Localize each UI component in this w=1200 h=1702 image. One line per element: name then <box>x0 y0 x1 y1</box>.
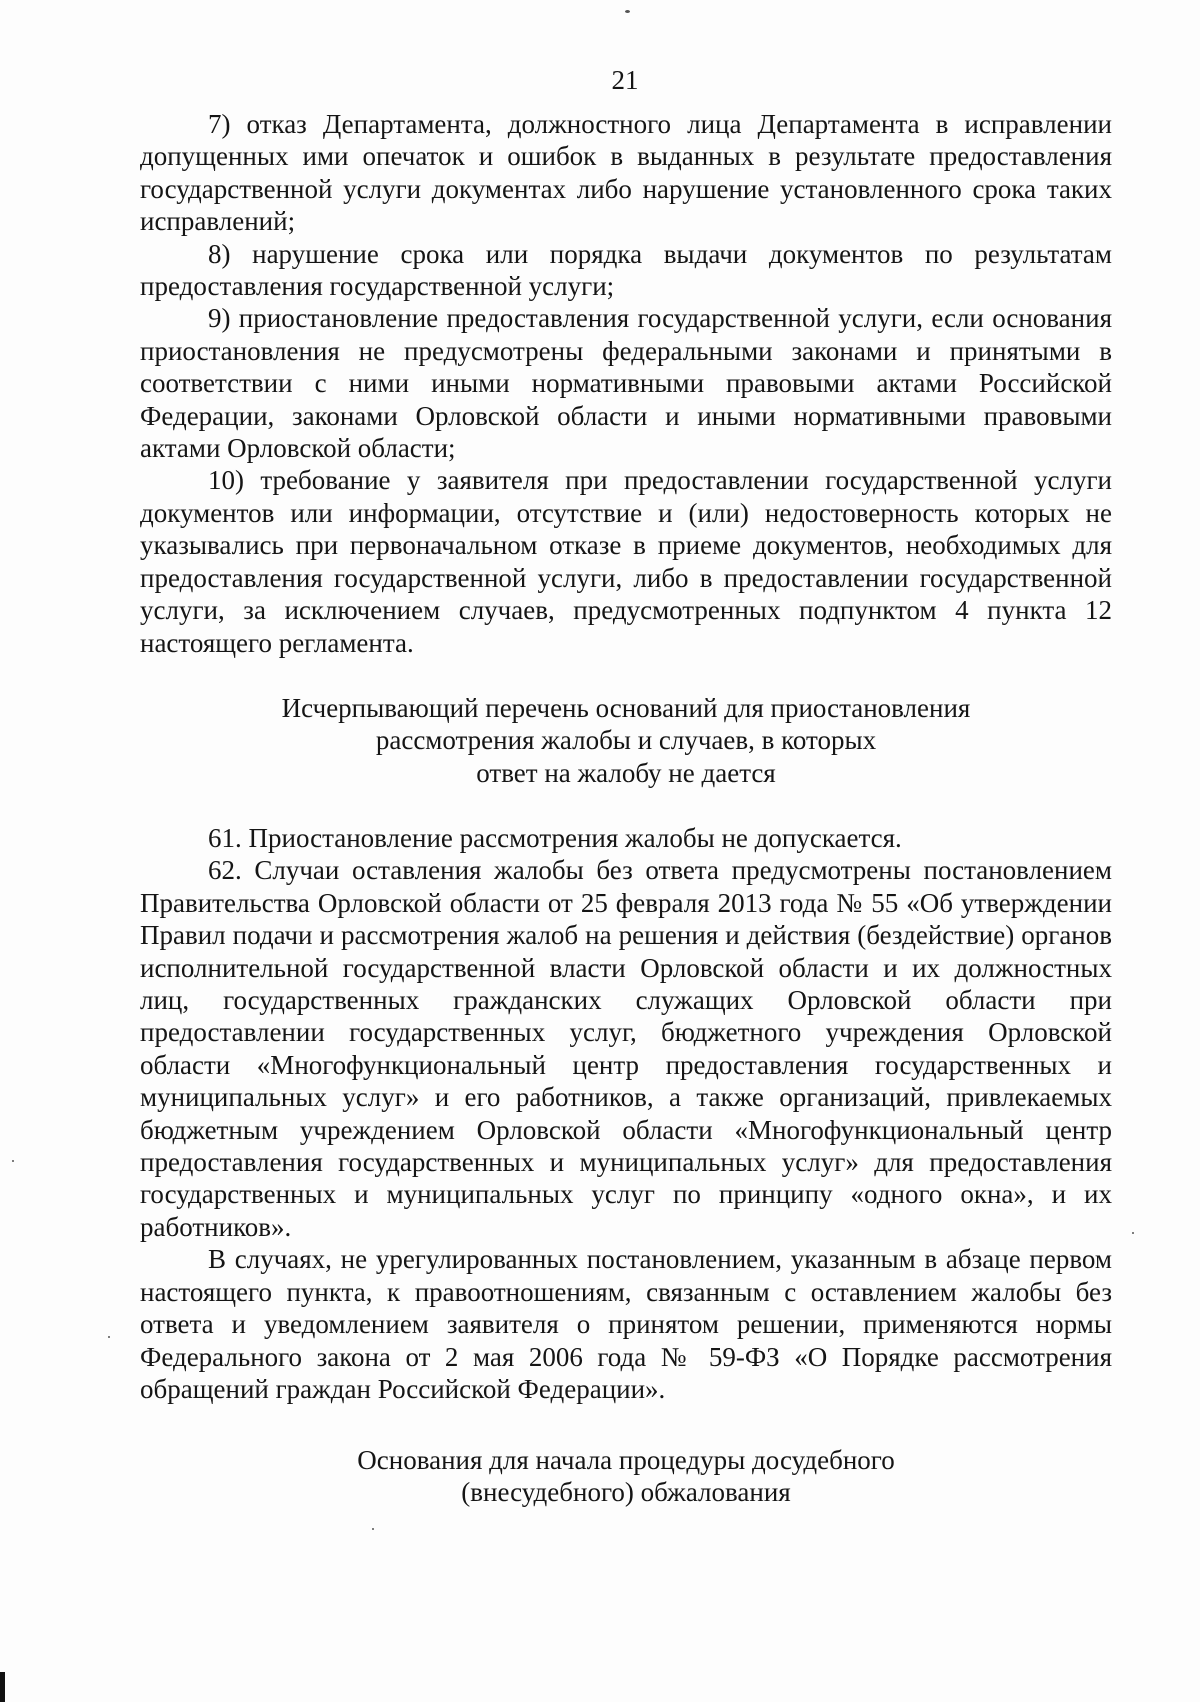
text-block-complaint-grounds <box>140 108 1112 659</box>
heading-line: (внесудебного) обжалования <box>461 1477 791 1508</box>
scan-edge-mark <box>0 1672 5 1702</box>
scan-speck <box>108 1336 110 1338</box>
paragraph-item-10: 10) требование у заявителя при предоставлении государственной услуги документов или информации, отсутствие и (или) недостоверность которых не указывались при первоначальном отказе в приеме документов, необходимых для предоставления государственной услуги, либо в предоставлении государственной услуги, за исключением случаев, предусмотренных подпунктом 4 пункта 12 настоящего регламента. <box>140 465 1112 658</box>
paragraph-item-61: 61. Приостановление рассмотрения жалобы не допускается. <box>208 823 902 853</box>
scan-speck <box>372 1528 374 1530</box>
paragraph-item-62-continued: В случаях, не урегулированных постановлением, указанным в абзаце первом настоящего пункта, к правоотношениям, связанным с оставлением жалобы без ответа и уведомлением заявителя о принятом решении, применяются нормы Федерального закона от 2 мая 2006 года № 59-ФЗ «О Порядке рассмотрения обращений граждан Российской Федерации». <box>140 1244 1112 1404</box>
section-heading-pretrial-appeal <box>140 1444 1112 1509</box>
heading-line: рассмотрения жалобы и случаев, в которых <box>375 725 877 756</box>
paragraph-item-7: 7) отказ Департамента, должностного лица Департамента в исправлении допущенных ими опечаток и ошибок в выданных в результате предоставления государственной услуги документах либо нарушение установленного срока таких исправлений; <box>140 109 1112 237</box>
paragraph-item-8: 8) нарушение срока или порядка выдачи документов по результатам предоставления государственной услуги; <box>140 238 1112 302</box>
page-number: 21 <box>611 65 639 95</box>
text-block-items-61-62 <box>140 822 1112 1405</box>
scan-speck <box>1132 1232 1134 1234</box>
scan-speck <box>12 1160 14 1162</box>
heading-line: Исчерпывающий перечень оснований для приостановления <box>281 693 971 723</box>
heading-line: ответ на жалобу не дается <box>476 757 776 788</box>
paragraph-item-9: 9) приостановление предоставления государственной услуги, если основания приостановления не предусмотрены федеральными законами и принятыми в соответствии с ними иными нормативными правовыми актами Российской Федерации, законами Орловской области и иными нормативными правовыми актами Орловской области; <box>140 303 1112 464</box>
section-heading-suspension <box>140 692 1112 789</box>
paragraph-item-62: 62. Случаи оставления жалобы без ответа предусмотрены постановлением Правительства Орловской области от 25 февраля 2013 года № 55 «Об утверждении Правил подачи и рассмотрения жалоб на решения и действия (бездействие) органов исполнительной государственной власти Орловской области и их должностных лиц, государственных гражданских служащих Орловской области при предоставлении государственных услуг, бюджетного учреждения Орловской области «Многофункциональный центр предоставления государственных и муниципальных услуг» и его работников, а также организаций, привлекаемых бюджетным учреждением Орловской области «Многофункциональный центр предоставления государственных и муниципальных услуг» для предоставления государственных и муниципальных услуг по принципу «одного окна», и их работников». <box>140 855 1112 1242</box>
scan-speck <box>625 10 630 13</box>
heading-line: Основания для начала процедуры досудебного <box>357 1445 895 1475</box>
